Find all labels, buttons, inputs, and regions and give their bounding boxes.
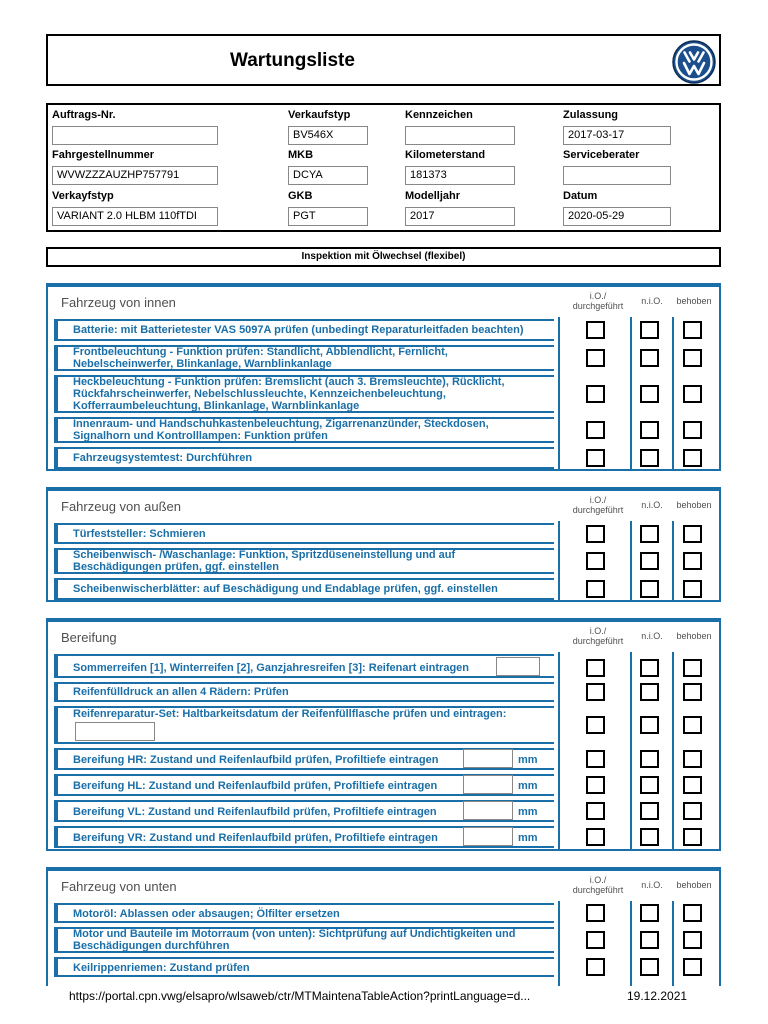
column-separator [558,746,560,772]
field-fahrgestellnummer [52,149,218,185]
section-header [48,871,719,901]
checklist-row [54,373,716,415]
footer-date: 19.12.2021 [627,989,688,1003]
checklist-row [54,415,716,445]
row-text [73,780,437,792]
row-text-line: Innenraum- und Handschuhkastenbeleuchtung, Zigarrenanzünder, Steckdosen, [73,418,489,430]
row-text-line: Fahrzeugsystemtest: Durchführen [73,452,253,464]
checklist-row [54,772,716,798]
row-text-line: Scheibenwischerblätter: auf Beschädigung und Endablage prüfen, ggf. einstellen [73,583,498,595]
checkbox-io[interactable] [586,349,605,367]
checkbox-io[interactable] [586,580,605,598]
verkaufstyp-input[interactable]: BV546X [288,126,368,145]
row-text-line: Frontbeleuchtung - Funktion prüfen: Standlicht, Abblendlicht, Fernlicht, [73,346,448,358]
checkbox-behoben[interactable] [683,716,702,734]
row-text-line: Bereifung HR: Zustand und Reifenlaufbild prüfen, Profiltiefe eintragen [73,754,439,766]
column-separator [558,445,560,471]
field-label: Auftrags-Nr. [52,109,116,121]
checkbox-io[interactable] [586,683,605,701]
checkbox-nio[interactable] [640,449,659,467]
field-label: GKB [288,190,313,202]
column-separator [558,925,560,955]
checkbox-behoben[interactable] [683,750,702,768]
column-separator [672,704,674,746]
field-label: Verkayfstyp [52,190,114,202]
auftrags-nr-input[interactable] [52,126,218,145]
row-text-line: Reifenreparatur-Set: Haltbarkeitsdatum der Reifenfüllflasche prüfen und eintragen: [73,708,507,720]
field-verkaufstyp [288,109,368,145]
checkbox-nio[interactable] [640,580,659,598]
checkbox-nio[interactable] [640,958,659,976]
column-separator [558,576,560,602]
page-title: Wartungsliste [230,50,355,71]
column-header-io-line2: durchgeführt [572,885,624,895]
row-text [73,806,437,818]
row-text [73,754,438,766]
unit-label: mm [518,780,538,792]
field-zulassung [563,109,671,145]
footer-url: https://portal.cpn.vwg/elsapro/wlsaweb/ctr/MTMaintenaTableAction?printLanguage=d... [69,989,531,1003]
field-label: MKB [288,149,314,161]
field-kilometerstand [405,149,515,185]
row-text-line: Bereifung HL: Zustand und Reifenlaufbild prüfen, Profiltiefe eintragen [73,780,438,792]
field-label: Serviceberater [563,149,640,161]
checkbox-nio[interactable] [640,828,659,846]
column-separator [558,521,560,546]
row-text [73,962,250,974]
checkbox-behoben[interactable] [683,525,702,543]
checklist-row [54,704,716,746]
column-separator [672,824,674,850]
column-separator [672,521,674,546]
column-header-io [562,495,634,515]
row-text [73,928,515,952]
column-separator [672,343,674,373]
field-mkb [288,149,368,185]
kennzeichen-input[interactable] [405,126,515,145]
checkbox-behoben[interactable] [683,659,702,677]
column-header-io-line1: i.O./ [589,495,607,505]
column-header-io-line2: durchgeführt [572,301,624,311]
checkbox-io[interactable] [586,716,605,734]
checkbox-nio[interactable] [640,349,659,367]
row-text [73,346,448,370]
checkbox-io[interactable] [586,385,605,403]
column-header-behoben: behoben [676,880,712,890]
checklist-row [54,546,716,576]
checkbox-nio[interactable] [640,802,659,820]
field-label: Kilometerstand [405,149,486,161]
field-auftrags-nr [52,109,218,145]
column-header-io [562,875,634,895]
verkaufstyp-2-input[interactable]: VARIANT 2.0 HLBM 110fTDI [52,207,218,226]
column-separator [630,343,632,373]
row-text-line: Motor und Bauteile im Motorraum (von unten): Sichtprüfung auf Undichtigkeiten und [73,928,516,940]
column-separator [558,343,560,373]
checkbox-behoben[interactable] [683,958,702,976]
row-text-line: Motoröl: Ablassen oder absaugen; Ölfilter ersetzen [73,908,340,920]
field-datum [563,190,671,226]
column-header-behoben: behoben [676,500,712,510]
section-fahrzeug-von-innen [46,283,721,471]
checkbox-nio[interactable] [640,321,659,339]
checklist-row [54,824,716,850]
print-footer [0,986,768,1024]
column-separator [630,680,632,704]
unit-label: mm [518,806,538,818]
field-kennzeichen [405,109,515,145]
row-text [73,686,289,698]
checklist-row [54,955,716,979]
section-header [48,622,719,652]
column-separator [672,373,674,415]
column-separator [630,373,632,415]
checkbox-nio[interactable] [640,904,659,922]
field-label: Fahrgestellnummer [52,149,155,161]
vw-logo-icon [672,40,716,84]
checkbox-io[interactable] [586,750,605,768]
column-separator [672,772,674,798]
mkb-input[interactable]: DCYA [288,166,368,185]
title-box [46,34,721,86]
unit-label: mm [518,754,538,766]
serviceberater-input[interactable] [563,166,671,185]
checklist-row [54,576,716,602]
checkbox-nio[interactable] [640,421,659,439]
inspection-type: Inspektion mit Ölwechsel (flexibel) [46,247,721,267]
column-header-behoben: behoben [676,296,712,306]
checkbox-behoben[interactable] [683,580,702,598]
column-header-nio: n.i.O. [641,631,663,641]
kilometerstand-input[interactable]: 181373 [405,166,515,185]
column-separator [630,955,632,979]
row-text [73,583,498,595]
checkbox-behoben[interactable] [683,552,702,570]
row-text-line: Bereifung VR: Zustand und Reifenlaufbild prüfen, Profiltiefe eintragen [73,832,438,844]
row-text [73,708,506,720]
row-text [73,324,523,336]
column-separator [630,925,632,955]
zulassung-input[interactable]: 2017-03-17 [563,126,671,145]
checkbox-behoben[interactable] [683,683,702,701]
checklist-row [54,925,716,955]
reifenart-input[interactable] [496,657,540,676]
row-text-line: Keilrippenriemen: Zustand prüfen [73,962,250,974]
column-separator [558,901,560,925]
column-header-io [562,626,634,646]
section-bereifung [46,618,721,851]
column-separator [672,445,674,471]
column-separator [630,546,632,576]
checklist-row [54,746,716,772]
checkbox-io[interactable] [586,552,605,570]
profiltiefe-hl-input[interactable] [463,775,513,794]
column-header-behoben: behoben [676,631,712,641]
field-label: Verkaufstyp [288,109,351,121]
row-text-line: Rückfahrscheinwerfer, Nebelschlussleuchte, Kennzeichenbeleuchtung, [73,388,446,400]
column-separator [630,704,632,746]
column-separator [672,746,674,772]
column-separator [558,317,560,343]
column-separator [630,521,632,546]
modelljahr-input[interactable]: 2017 [405,207,515,226]
column-separator [672,415,674,445]
column-header-nio: n.i.O. [641,500,663,510]
column-separator [630,652,632,680]
row-text-line: Türfeststeller: Schmieren [73,528,206,540]
column-header-io [562,291,634,311]
column-separator [672,901,674,925]
field-label: Datum [563,190,598,202]
field-modelljahr [405,190,515,226]
checkbox-behoben[interactable] [683,931,702,949]
column-separator [672,798,674,824]
haltbarkeitsdatum-input[interactable] [75,722,155,741]
column-separator [630,445,632,471]
checkbox-io[interactable] [586,421,605,439]
checklist-row [54,445,716,471]
section-title: Fahrzeug von innen [61,295,176,310]
row-text [73,452,252,464]
column-separator [630,746,632,772]
row-text [73,549,455,573]
column-separator [630,317,632,343]
checklist-row [54,317,716,343]
column-separator [558,546,560,576]
checkbox-nio[interactable] [640,776,659,794]
column-separator [558,798,560,824]
row-text-line: Bereifung VL: Zustand und Reifenlaufbild prüfen, Profiltiefe eintragen [73,806,437,818]
column-separator [672,652,674,680]
row-text-line: Beschädigungen prüfen, ggf. einstellen [73,561,279,573]
checkbox-nio[interactable] [640,716,659,734]
checkbox-io[interactable] [586,525,605,543]
unit-label: mm [518,832,538,844]
column-header-io-line2: durchgeführt [572,505,624,515]
field-label: Modelljahr [405,190,461,202]
checkbox-nio[interactable] [640,552,659,570]
field-gkb [288,190,368,226]
column-separator [672,955,674,979]
profiltiefe-vr-input[interactable] [463,827,513,846]
column-separator [558,772,560,798]
profiltiefe-vl-input[interactable] [463,801,513,820]
column-separator [558,373,560,415]
column-separator [630,824,632,850]
field-verkaufstyp-2 [52,190,218,226]
column-separator [558,415,560,445]
checkbox-io[interactable] [586,802,605,820]
row-text-line: Sommerreifen [1], Winterreifen [2], Ganzjahresreifen [3]: Reifenart eintragen [73,662,469,674]
gkb-input[interactable]: PGT [288,207,368,226]
column-separator [672,680,674,704]
column-separator [558,955,560,979]
row-text-line: Heckbeleuchtung - Funktion prüfen: Bremslicht (auch 3. Bremsleuchte), Rücklicht, [73,376,505,388]
row-text-line: Nebelscheinwerfer, Blinkanlage, Warnblinkanlage [73,358,332,370]
checkbox-io[interactable] [586,958,605,976]
checkbox-io[interactable] [586,828,605,846]
column-header-io-line1: i.O./ [589,875,607,885]
column-separator [672,317,674,343]
checklist-row [54,798,716,824]
column-separator [672,925,674,955]
row-text [73,662,469,674]
column-separator [630,415,632,445]
fahrgestellnummer-input[interactable]: WVWZZZAUZHP757791 [52,166,218,185]
section-title: Bereifung [61,630,117,645]
checkbox-nio[interactable] [640,525,659,543]
column-header-io-line1: i.O./ [589,291,607,301]
checkbox-behoben[interactable] [683,349,702,367]
row-text-line: Kofferraumbeleuchtung, Blinkanlage, Warnblinkanlage [73,400,360,412]
checkbox-nio[interactable] [640,750,659,768]
datum-input[interactable]: 2020-05-29 [563,207,671,226]
row-text [73,418,489,442]
column-separator [558,680,560,704]
column-separator [630,772,632,798]
field-serviceberater [563,149,671,185]
section-header [48,287,719,317]
row-text-line: Scheibenwisch- /Waschanlage: Funktion, Spritzdüseneinstellung und auf [73,549,456,561]
column-header-io-line1: i.O./ [589,626,607,636]
column-separator [630,798,632,824]
checkbox-behoben[interactable] [683,385,702,403]
section-title: Fahrzeug von außen [61,499,181,514]
column-separator [672,546,674,576]
section-title: Fahrzeug von unten [61,879,177,894]
row-text [73,528,206,540]
checklist-row [54,652,716,680]
column-separator [630,901,632,925]
column-separator [558,652,560,680]
checkbox-io[interactable] [586,776,605,794]
checkbox-nio[interactable] [640,683,659,701]
column-separator [630,576,632,602]
field-label: Kennzeichen [405,109,473,121]
checkbox-io[interactable] [586,321,605,339]
checkbox-nio[interactable] [640,385,659,403]
checkbox-io[interactable] [586,659,605,677]
checkbox-nio[interactable] [640,659,659,677]
checkbox-behoben[interactable] [683,828,702,846]
checkbox-behoben[interactable] [683,776,702,794]
vehicle-info-box [46,103,721,232]
row-text [73,832,438,844]
column-header-io-line2: durchgeführt [572,636,624,646]
checkbox-nio[interactable] [640,931,659,949]
section-header [48,491,719,521]
checkbox-behoben[interactable] [683,421,702,439]
checkbox-behoben[interactable] [683,802,702,820]
checkbox-io[interactable] [586,931,605,949]
checkbox-behoben[interactable] [683,321,702,339]
checkbox-io[interactable] [586,904,605,922]
profiltiefe-hr-input[interactable] [463,749,513,768]
column-header-nio: n.i.O. [641,880,663,890]
column-separator [558,704,560,746]
section-fahrzeug-von-aussen [46,487,721,602]
row-text-line: Signalhorn und Kontrolllampen: Funktion prüfen [73,430,328,442]
checklist-row [54,901,716,925]
column-separator [672,576,674,602]
column-separator [558,824,560,850]
row-text-line: Beschädigungen durchführen [73,940,230,952]
checkbox-io[interactable] [586,449,605,467]
checklist-row [54,521,716,546]
row-text-line: Reifenfülldruck an allen 4 Rädern: Prüfen [73,686,289,698]
checkbox-behoben[interactable] [683,449,702,467]
checklist-row [54,680,716,704]
checklist-row [54,343,716,373]
row-text [73,376,505,412]
field-label: Zulassung [563,109,619,121]
checkbox-behoben[interactable] [683,904,702,922]
row-text [73,908,340,920]
column-header-nio: n.i.O. [641,296,663,306]
row-text-line: Batterie: mit Batterietester VAS 5097A prüfen (unbedingt Reparaturleitfaden beachten) [73,324,524,336]
